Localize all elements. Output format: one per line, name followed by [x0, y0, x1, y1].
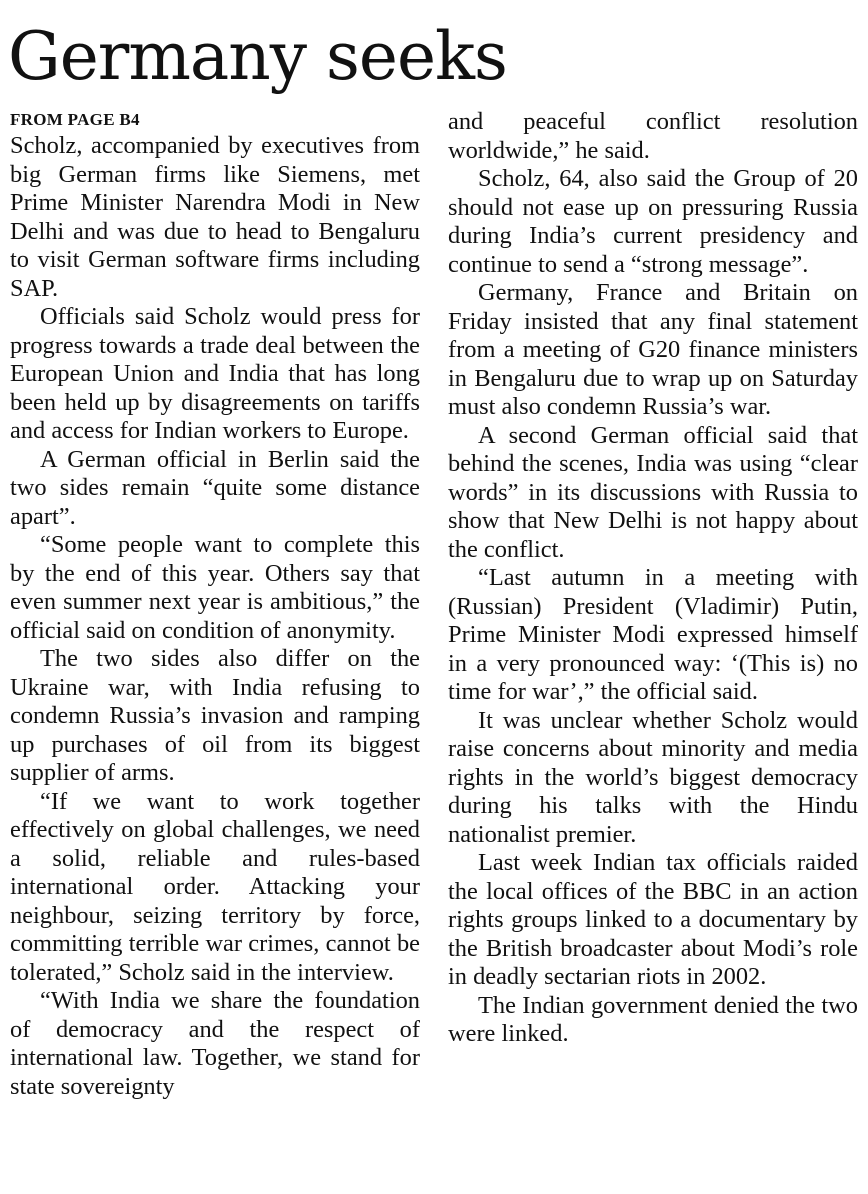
paragraph: The two sides also differ on the Ukraine war, with India refusing to condemn Russia’s invasion and ramping up purchases of oil from its biggest supplier of arms. [10, 645, 420, 786]
paragraph: Scholz, accompanied by executives from big German firms like Siemens, met Prime Minister Narendra Modi in New Delhi and was due to head to Bengaluru to visit German software firms including SAP. [10, 132, 420, 302]
paragraph: “If we want to work together effectively on global challenges, we need a solid, reliable and rules-based international order. Attacking your neighbour, seizing territory by force, committing terrible war crimes, cannot be tolerated,” Scholz said in the interview. [10, 787, 420, 986]
paragraph: “Last autumn in a meeting with (Russian) President (Vladimir) Putin, Prime Minister Modi expressed himself in a very pronounced way: ‘(This is) no time for war’,” the official said. [448, 564, 858, 705]
paragraph: Last week Indian tax officials raided the local offices of the BBC in an action rights groups linked to a documentary by the British broadcaster about Modi’s role in deadly sectarian riots in 2002. [448, 849, 858, 990]
paragraph: Officials said Scholz would press for progress towards a trade deal between the European Union and India that has long been held up by disagreements on tariffs and access for Indian workers to Europe. [10, 303, 420, 444]
paragraph: Germany, France and Britain on Friday insisted that any final statement from a meeting of G20 finance ministers in Bengaluru due to wrap up on Saturday must also condemn Russia’s war. [448, 279, 858, 420]
paragraph: “Some people want to complete this by the end of this year. Others say that even summer next year is ambitious,” the official said on condition of anonymity. [10, 531, 420, 644]
paragraph: Scholz, 64, also said the Group of 20 should not ease up on pressuring Russia during India’s current presidency and continue to send a “strong message”. [448, 165, 858, 278]
article-column-right [448, 108, 858, 1049]
headline: Germany seeks [8, 18, 507, 95]
paragraph: “With India we share the foundation of democracy and the respect of international law. Together, we stand for state sovereignty [10, 987, 420, 1100]
article-column-left [10, 108, 420, 1101]
paragraph: A German official in Berlin said the two sides remain “quite some distance apart”. [10, 445, 420, 530]
dateline: FROM PAGE B4 [10, 110, 140, 129]
paragraph: The Indian government denied the two were linked. [448, 991, 858, 1047]
paragraph: A second German official said that behind the scenes, India was using “clear words” in its discussions with Russia to show that New Delhi is not happy about the conflict. [448, 421, 858, 563]
paragraph: and peaceful conflict resolution worldwide,” he said. [448, 108, 858, 164]
paragraph: It was unclear whether Scholz would raise concerns about minority and media rights in the world’s biggest democracy during his talks with the Hindu nationalist premier. [448, 706, 858, 848]
